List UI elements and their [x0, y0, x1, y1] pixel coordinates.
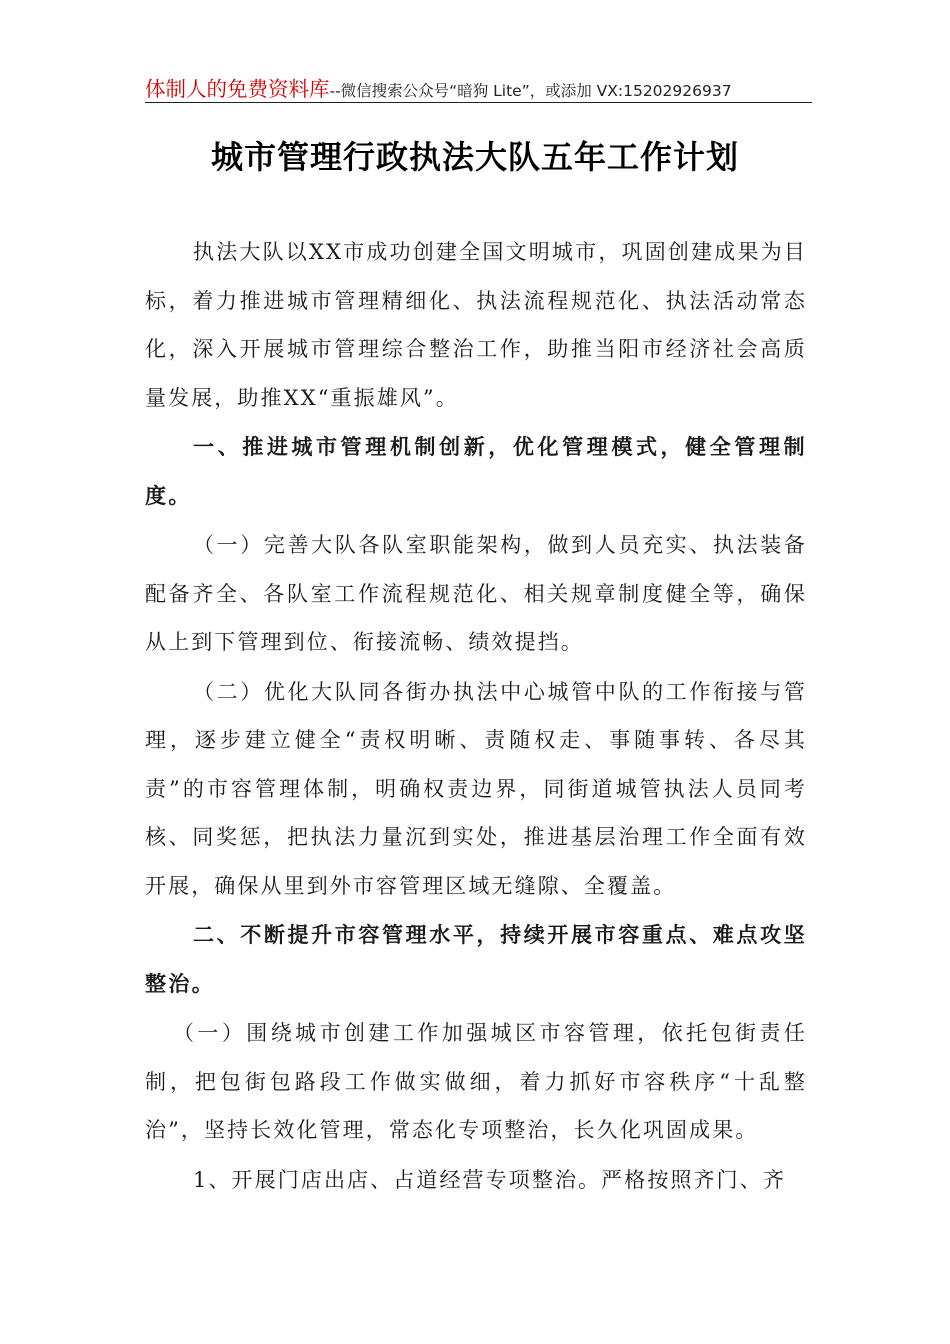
intro-paragraph: 执法大队以XX市成功创建全国文明城市，巩固创建成果为目标，着力推进城市管理精细化、执法流程规范化、执法活动常态化，深入开展城市管理综合整治工作，助推当阳市经济社会高质量发展，助推XX“重振雄风”。 — [145, 240, 807, 410]
subsection-1-1: （一）完善大队各队室职能架构，做到人员充实、执法装备配备齐全、各队室工作流程规范化、相关规章制度健全等，确保从上到下管理到位、衔接流畅、绩效提挡。 — [145, 533, 807, 654]
subsection-2-1: （一）围绕城市创建工作加强城区市容管理，依托包街责任制，把包街包路段工作做实做细，着力抓好市容秩序“十乱整治”，坚持长效化管理，常态化专项整治，长久化巩固成果。 — [145, 1021, 807, 1142]
document-title: 城市管理行政执法大队五年工作计划 — [210, 138, 739, 176]
item-2-1-1: 1、开展门店出店、占道经营专项整治。严格按照齐门、齐 — [193, 1167, 786, 1192]
section-heading-2: 二、不断提升市容管理水平，持续开展市容重点、难点攻坚整治。 — [145, 923, 807, 996]
header-note: --微信搜索公众号“暗狗 Lite”，或添加 VX:15202926937 — [329, 82, 732, 100]
section-heading-1: 一、推进城市管理机制创新，优化管理模式，健全管理制度。 — [145, 435, 807, 508]
page-header — [145, 72, 812, 103]
document-body — [145, 228, 807, 1204]
header-brand: 体制人的免费资料库 — [145, 77, 330, 101]
subsection-1-2: （二）优化大队同各街办执法中心城管中队的工作衔接与管理，逐步建立健全“责权明晰、责随权走、事随事转、各尽其责”的市容管理体制，明确权责边界，同街道城管执法人员同考核、同奖惩，把执法力量沉到实处，推进基层治理工作全面有效开展，确保从里到外市容管理区域无缝隙、全覆盖。 — [145, 679, 807, 898]
